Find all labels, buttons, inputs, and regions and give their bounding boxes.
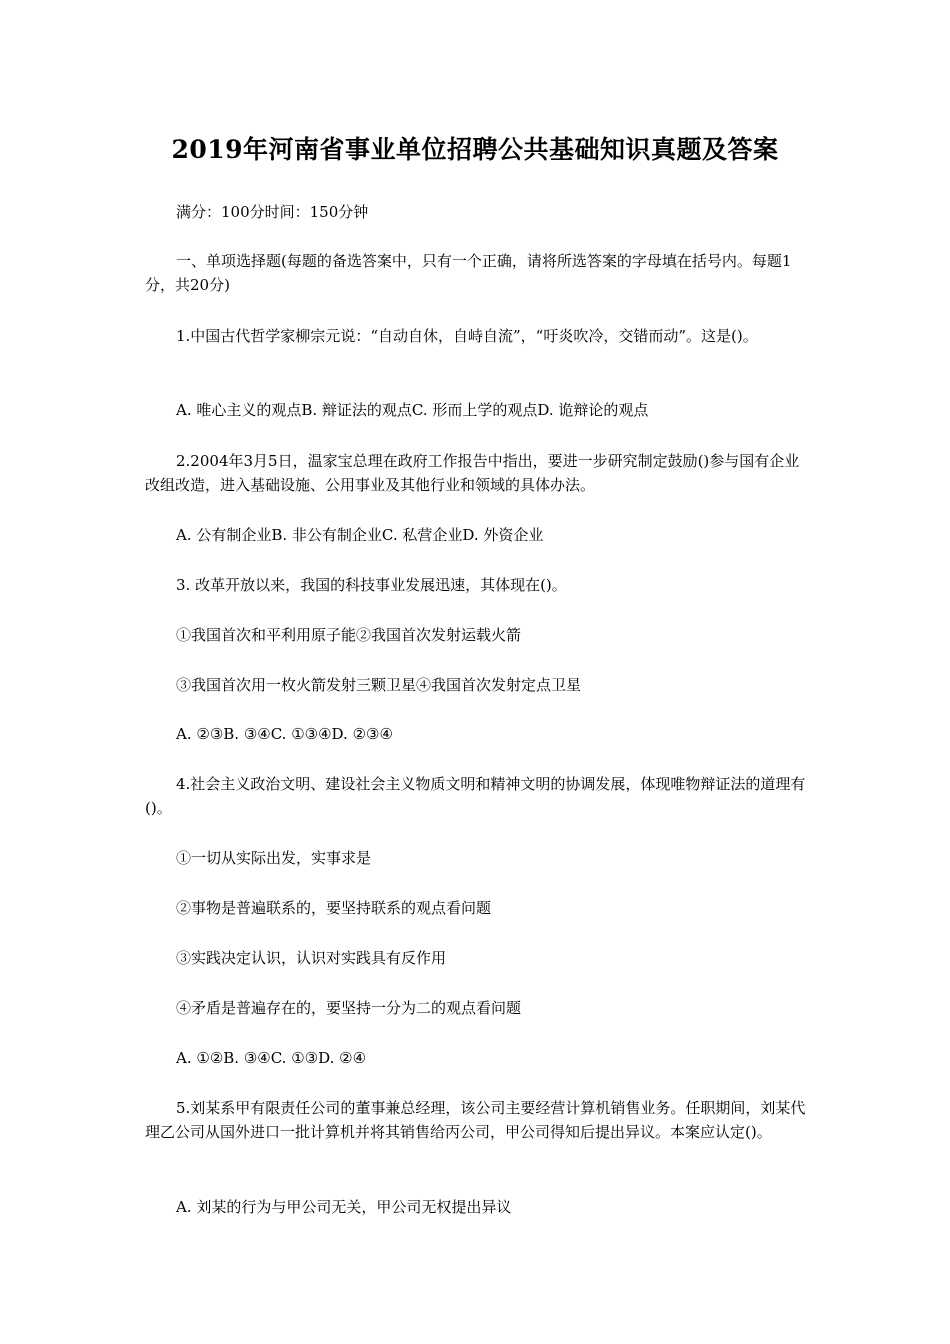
question-5: 5.刘某系甲有限责任公司的董事兼总经理，该公司主要经营计算机销售业务。任职期间，刘某代理乙公司从国外进口一批计算机并将其销售给丙公司，甲公司得知后提出异议。本案应认定()。 xyxy=(145,1099,806,1141)
question-3-statement-2: ③我国首次用一枚火箭发射三颗卫星④我国首次发射定点卫星 xyxy=(176,676,582,694)
question-1: 1.中国古代哲学家柳宗元说：“自动自休，自峙自流”，“吁炎吹冷，交错而动”。这是()。 xyxy=(176,327,758,345)
question-4-statement-4: ④矛盾是普遍存在的，要坚持一分为二的观点看问题 xyxy=(176,999,522,1017)
question-4-statement-3: ③实践决定认识，认识对实践具有反作用 xyxy=(176,949,447,967)
document-title: 2019年河南省事业单位招聘公共基础知识真题及答案 xyxy=(171,135,779,164)
question-4-statement-2: ②事物是普遍联系的，要坚持联系的观点看问题 xyxy=(176,899,492,917)
question-4: 4.社会主义政治文明、建设社会主义物质文明和精神文明的协调发展，体现唯物辩证法的道理有()。 xyxy=(145,775,806,817)
question-4-options: A. ①②B. ③④C. ①③D. ②④ xyxy=(176,1049,367,1067)
question-4-statement-1: ①一切从实际出发，实事求是 xyxy=(176,849,372,867)
question-1-options: A. 唯心主义的观点B. 辩证法的观点C. 形而上学的观点D. 诡辩论的观点 xyxy=(176,401,649,419)
score-time-line: 满分：100分时间：150分钟 xyxy=(176,203,369,221)
question-3: 3. 改革开放以来，我国的科技事业发展迅速，其体现在()。 xyxy=(176,576,567,594)
question-3-options: A. ②③B. ③④C. ①③④D. ②③④ xyxy=(176,725,393,743)
section-heading: 一、单项选择题(每题的备选答案中，只有一个正确，请将所选答案的字母填在括号内。每题1分，共20分) xyxy=(145,252,792,294)
question-5-option-a: A. 刘某的行为与甲公司无关，甲公司无权提出异议 xyxy=(176,1198,512,1216)
question-2: 2.2004年3月5日，温家宝总理在政府工作报告中指出，要进一步研究制定鼓励()参与国有企业改组改造，进入基础设施、公用事业及其他行业和领域的具体办法。 xyxy=(145,452,800,494)
question-2-options: A. 公有制企业B. 非公有制企业C. 私营企业D. 外资企业 xyxy=(176,526,544,544)
question-3-statement-1: ①我国首次和平利用原子能②我国首次发射运载火箭 xyxy=(176,626,522,644)
